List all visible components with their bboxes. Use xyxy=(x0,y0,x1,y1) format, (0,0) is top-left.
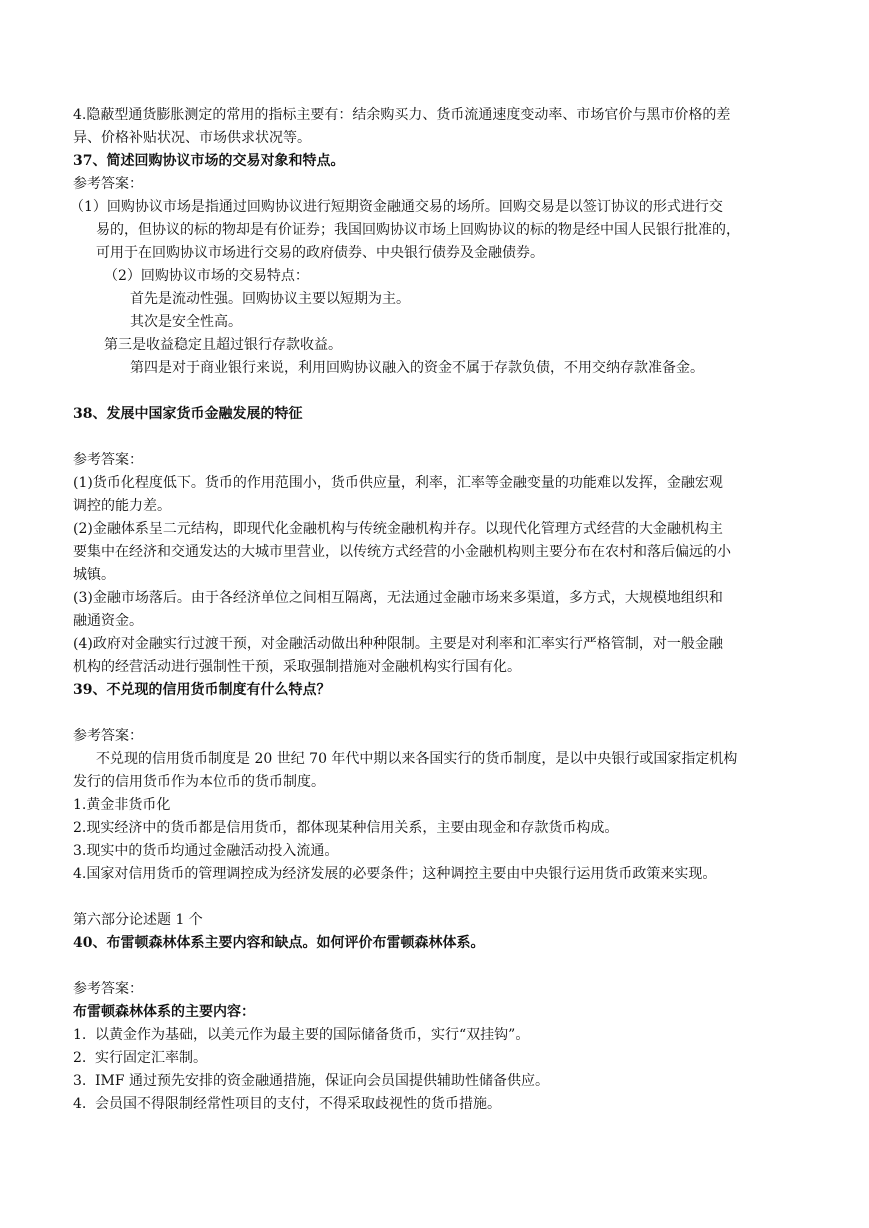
answer-label: 参考答案： xyxy=(73,981,143,997)
list-number: 2. xyxy=(73,1050,87,1066)
text-line: 城镇。 xyxy=(73,567,115,583)
text-line: （2）回购协议市场的交易特点： xyxy=(104,268,309,284)
text-line: 发行的信用货币作为本位币的货币制度。 xyxy=(73,774,325,790)
text-line: 其次是安全性高。 xyxy=(130,314,242,330)
list-number: 3. xyxy=(73,1073,87,1089)
text-line: 机构的经营活动进行强制性干预，采取强制措施对金融机构实行国有化。 xyxy=(73,659,521,675)
list-item xyxy=(73,1093,797,1115)
question-37-heading: 37、简述回购协议市场的交易对象和特点。 xyxy=(73,153,345,169)
text-line: 1.黄金非货币化 xyxy=(73,797,171,813)
text-line: 2.现实经济中的货币都是信用货币，都体现某种信用关系，主要由现金和存款货币构成。 xyxy=(73,820,619,836)
list-item xyxy=(73,1047,797,1069)
list-number: 1. xyxy=(73,1027,87,1043)
text-line: 3.现实中的货币均通过金融活动投入流通。 xyxy=(73,843,339,859)
text-line: 调控的能力差。 xyxy=(73,498,171,514)
text-line: 4.国家对信用货币的管理调控成为经济发展的必要条件；这种调控主要由中央银行运用货币政策来实现。 xyxy=(73,866,717,882)
list-number: 4. xyxy=(73,1096,87,1112)
question-39-heading: 39、不兑现的信用货币制度有什么特点？ xyxy=(73,682,331,698)
question-40-heading: 40、布雷顿森林体系主要内容和缺点。如何评价布雷顿森林体系。 xyxy=(73,935,485,951)
answer-label: 参考答案： xyxy=(73,728,143,744)
text-line: 要集中在经济和交通发达的大城市里营业，以传统方式经营的小金融机构则主要分布在农村和落后偏远的小 xyxy=(73,544,731,560)
list-item xyxy=(73,1070,797,1092)
text-line: 不兑现的信用货币制度是 20 世纪 70 年代中期以来各国实行的货币制度，是以中央银行或国家指定机构 xyxy=(96,751,738,767)
text-line: 首先是流动性强。回购协议主要以短期为主。 xyxy=(130,291,410,307)
text-line: 融通资金。 xyxy=(73,613,143,629)
list-text: 实行固定汇率制。 xyxy=(95,1050,207,1066)
subheading: 布雷顿森林体系的主要内容： xyxy=(73,1004,255,1020)
answer-label: 参考答案： xyxy=(73,176,143,192)
text-line: 第三是收益稳定且超过银行存款收益。 xyxy=(104,337,342,353)
text-line: 易的，但协议的标的物却是有价证券；我国回购协议市场上回购协议的标的物是经中国人民银行批准的， xyxy=(96,222,740,238)
answer-label: 参考答案： xyxy=(73,452,143,468)
text-line: 4.隐蔽型通货膨胀测定的常用的指标主要有：结余购买力、货币流通速度变动率、市场官价与黑市价格的差 xyxy=(73,107,731,123)
list-text: 以黄金作为基础，以美元作为最主要的国际储备货币，实行“双挂钩”。 xyxy=(95,1027,530,1043)
section-heading: 第六部分论述题 1 个 xyxy=(73,912,203,928)
text-line: （1）回购协议市场是指通过回购协议进行短期资金融通交易的场所。回购交易是以签订协议的形式进行交 xyxy=(70,199,723,215)
text-line: (2)金融体系呈二元结构，即现代化金融机构与传统金融机构并存。以现代化管理方式经营的大金融机构主 xyxy=(73,521,723,537)
list-item xyxy=(73,1024,797,1046)
text-line: 异、价格补贴状况、市场供求状况等。 xyxy=(73,130,311,146)
list-text: 会员国不得限制经常性项目的支付，不得采取歧视性的货币措施。 xyxy=(95,1096,501,1112)
text-line: 可用于在回购协议市场进行交易的政府债券、中央银行债券及金融债券。 xyxy=(96,245,544,261)
text-line: (4)政府对金融实行过渡干预，对金融活动做出种种限制。主要是对利率和汇率实行严格管制，对一般金融 xyxy=(73,636,723,652)
text-line: 第四是对于商业银行来说，利用回购协议融入的资金不属于存款负债，不用交纳存款准备金。 xyxy=(130,360,704,376)
question-38-heading: 38、发展中国家货币金融发展的特征 xyxy=(73,406,303,422)
text-line: (1)货币化程度低下。货币的作用范围小，货币供应量，利率，汇率等金融变量的功能难以发挥，金融宏观 xyxy=(73,475,723,491)
list-text: IMF 通过预先安排的资金融通措施，保证向会员国提供辅助性储备供应。 xyxy=(95,1073,550,1089)
text-line: (3)金融市场落后。由于各经济单位之间相互隔离，无法通过金融市场来多渠道，多方式，大规模地组织和 xyxy=(73,590,723,606)
